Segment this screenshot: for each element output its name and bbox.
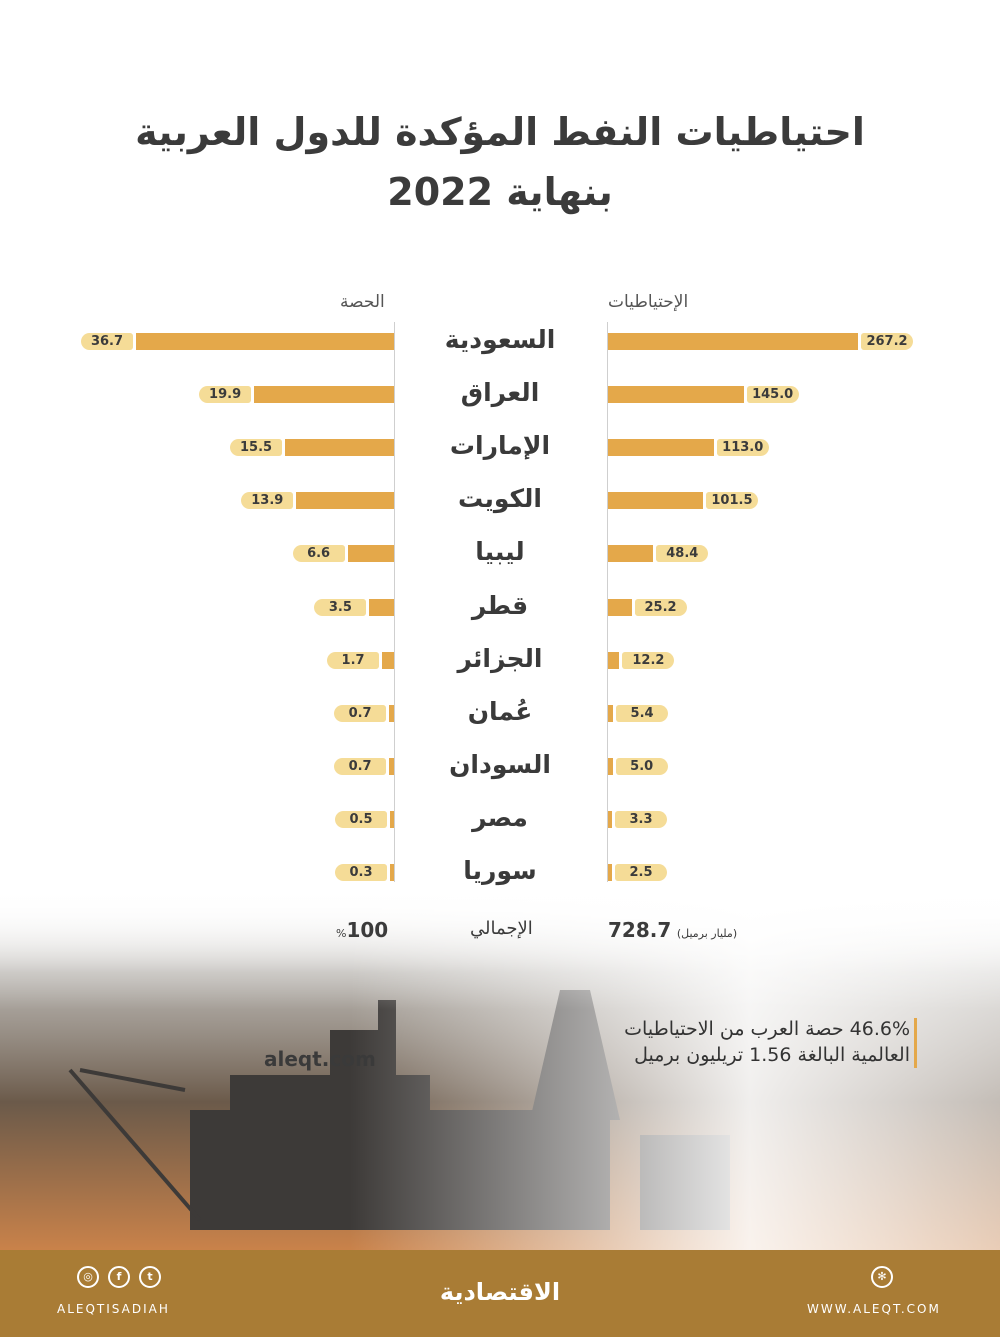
country-label: السودان (449, 750, 551, 779)
country-label: سوريا (463, 856, 537, 885)
reserves-value-label: 113.0 (717, 439, 769, 456)
share-bar (390, 811, 394, 828)
share-bar (382, 652, 394, 669)
chart-title: احتياطيات النفط المؤكدة للدول العربية (135, 110, 865, 154)
reserves-value-label: 25.2 (635, 599, 687, 616)
twitter-icon[interactable]: t (139, 1266, 161, 1288)
share-value-label: 0.3 (335, 864, 387, 881)
reserves-bar (608, 439, 714, 456)
share-bar (389, 758, 394, 775)
country-label: مصر (472, 803, 528, 832)
share-value-label: 19.9 (199, 386, 251, 403)
chart-subtitle: بنهاية 2022 (387, 170, 613, 214)
site-watermark: aleqt.com (264, 1047, 376, 1071)
country-label: السعودية (444, 325, 556, 354)
total-share-unit: % (336, 927, 347, 940)
total-label: الإجمالي (470, 918, 533, 939)
country-label: العراق (460, 378, 540, 407)
reserves-bar (608, 652, 619, 669)
share-value-label: 0.5 (335, 811, 387, 828)
instagram-icon[interactable]: ◎ (77, 1266, 99, 1288)
reserves-bar (608, 599, 632, 616)
brand-logo: الاقتصادية (439, 1278, 561, 1306)
facebook-icon[interactable]: f (108, 1266, 130, 1288)
globe-icon[interactable]: ✻ (871, 1266, 893, 1288)
total-share-value: 100 (346, 918, 389, 942)
reserves-bar (608, 811, 612, 828)
country-label: عُمان (467, 697, 533, 726)
reserves-value-label: 2.5 (615, 864, 667, 881)
note-line2: العالمية البالغة 1.56 تريليون برميل (634, 1044, 910, 1066)
note-accent-bar (914, 1018, 917, 1068)
share-value-label: 3.5 (314, 599, 366, 616)
note-line1: 46.6% حصة العرب من الاحتياطيات (624, 1018, 910, 1040)
reserves-bar (608, 758, 613, 775)
website-link[interactable]: WWW.ALEQT.COM (807, 1302, 941, 1316)
share-axis-line (394, 322, 395, 882)
reserves-value-label: 145.0 (747, 386, 799, 403)
reserves-value-label: 3.3 (615, 811, 667, 828)
reserves-value-label: 5.0 (616, 758, 668, 775)
share-bar (136, 333, 394, 350)
total-reserves-unit: (مليار برميل) (676, 927, 738, 940)
reserves-header: الإحتياطيات (608, 292, 689, 312)
reserves-value-label: 12.2 (622, 652, 674, 669)
reserves-value-label: 101.5 (706, 492, 758, 509)
share-bar (254, 386, 394, 403)
country-label: الكويت (457, 484, 543, 513)
reserves-bar (608, 492, 703, 509)
share-value-label: 6.6 (293, 545, 345, 562)
country-label: الجزائر (457, 644, 543, 673)
reserves-bar (608, 705, 613, 722)
share-value-label: 36.7 (81, 333, 133, 350)
country-label: ليبيا (475, 537, 525, 566)
share-bar (285, 439, 394, 456)
share-value-label: 13.9 (241, 492, 293, 509)
country-label: الإمارات (449, 431, 551, 460)
share-header: الحصة (340, 292, 385, 312)
reserves-value-label: 267.2 (861, 333, 913, 350)
total-reserves (608, 918, 737, 942)
reserves-bar (608, 333, 858, 350)
total-share (336, 918, 388, 942)
share-value-label: 0.7 (334, 758, 386, 775)
country-label: قطر (471, 591, 529, 620)
reserves-value-label: 5.4 (616, 705, 668, 722)
share-value-label: 1.7 (327, 652, 379, 669)
reserves-bar (608, 386, 744, 403)
share-bar (348, 545, 394, 562)
reserves-value-label: 48.4 (656, 545, 708, 562)
share-value-label: 0.7 (334, 705, 386, 722)
share-bar (390, 864, 394, 881)
social-handle[interactable]: ALEQTISADIAH (57, 1302, 170, 1316)
share-value-label: 15.5 (230, 439, 282, 456)
reserves-bar (608, 545, 653, 562)
share-bar (369, 599, 394, 616)
share-bar (389, 705, 394, 722)
share-bar (296, 492, 394, 509)
reserves-bar (608, 864, 612, 881)
total-reserves-value: 728.7 (608, 918, 672, 942)
